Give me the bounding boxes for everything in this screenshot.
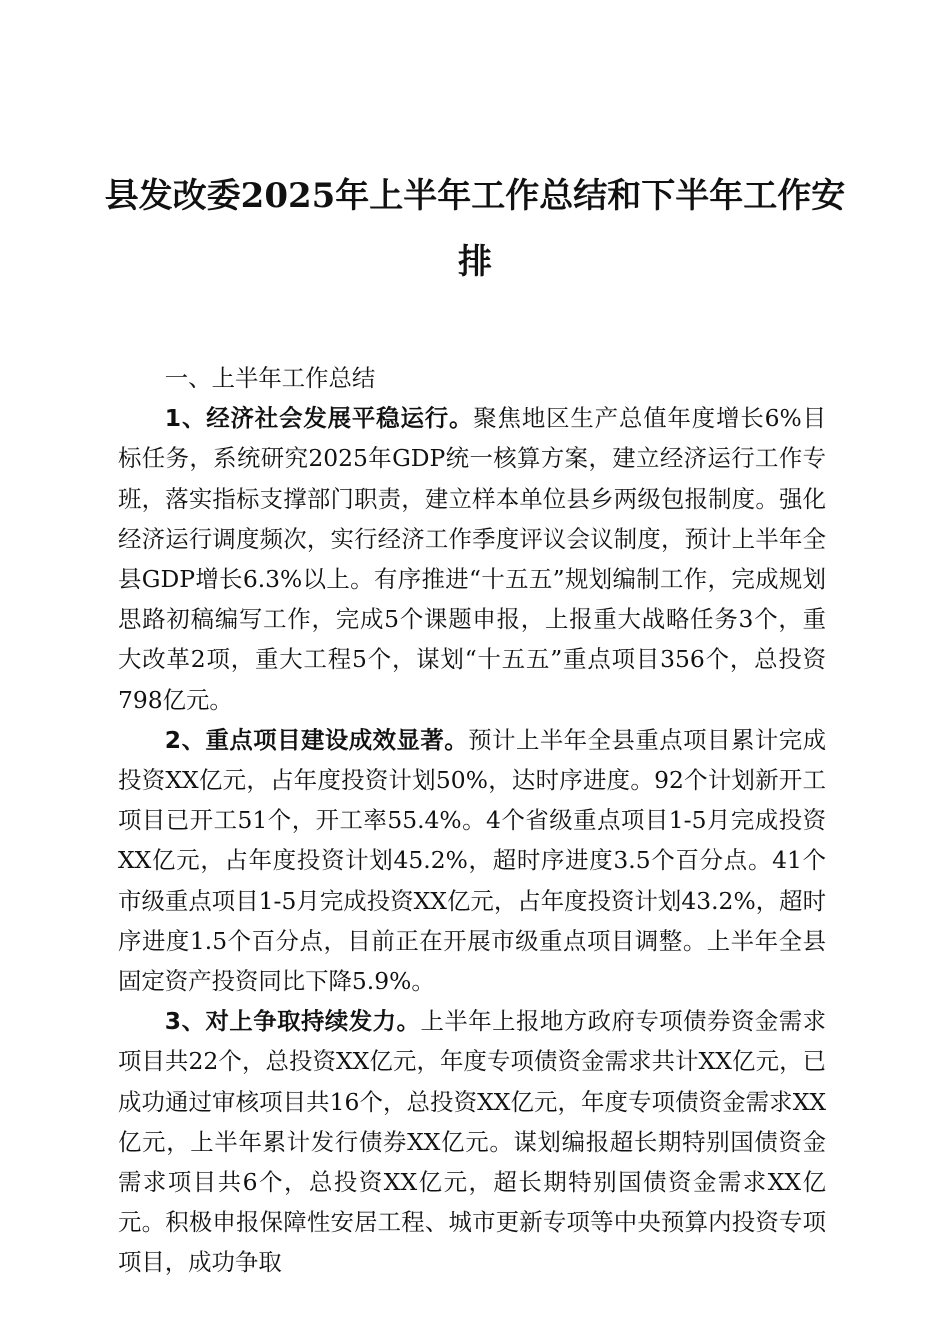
paragraph-lead: 3、对上争取持续发力。 <box>164 1007 421 1036</box>
paragraph-lead: 2、重点项目建设成效显著。 <box>164 725 469 754</box>
paragraph-projects <box>118 720 826 1001</box>
paragraph-text: 上半年上报地方政府专项债券资金需求项目共22个，总投资XX亿元，年度专项债资金需求共计XX亿元，已成功通过审核项目共16个，总投资XX亿元，年度专项债资金需求XX亿元，上半年累计发行债券XX亿元。谋划编报超长期特别国债资金需求项目共6个，总投资XX亿元，超长期特别国债资金需求XX亿元。积极申报保障性安居工程、城市更新专项等中央预算内投资专项项目，成功争取 <box>118 1007 827 1277</box>
paragraph-economy <box>118 398 826 720</box>
paragraph-lead: 1、经济社会发展平稳运行。 <box>164 404 474 433</box>
document-body <box>118 358 826 1283</box>
section-heading: 一、上半年工作总结 <box>164 364 376 392</box>
paragraph-text: 预计上半年全县重点项目累计完成投资XX亿元，占年度投资计划50%，达时序进度。92个计划新开工项目已开工51个，开工率55.4%。4个省级重点项目1-5月完成投资XX亿元，占年度投资计划45.2%，超时序进度3.5个百分点。41个市级重点项目1-5月完成投资XX亿元，占年度投资计划43.2%，超时序进度1.5个百分点，目前正在开展市级重点项目调整。上半年全县固定资产投资同比下降5.9%。 <box>118 725 826 996</box>
paragraph-text: 聚焦地区生产总值年度增长6%目标任务，系统研究2025年GDP统一核算方案，建立经济运行工作专班，落实指标支撑部门职责，建立样本单位县乡两级包报制度。强化经济运行调度频次，实行经济工作季度评议会议制度，预计上半年全县GDP增长6.3%以上。有序推进“十五五”规划编制工作，完成规划思路初稿编写工作，完成5个课题申报，上报重大战略任务3个，重大改革2项，重大工程5个，谋划“十五五”重点项目356个，总投资798亿元。 <box>118 404 827 714</box>
paragraph-funding <box>118 1001 826 1282</box>
document-title: 县发改委2025年上半年工作总结和下半年工作安排 <box>104 176 846 282</box>
